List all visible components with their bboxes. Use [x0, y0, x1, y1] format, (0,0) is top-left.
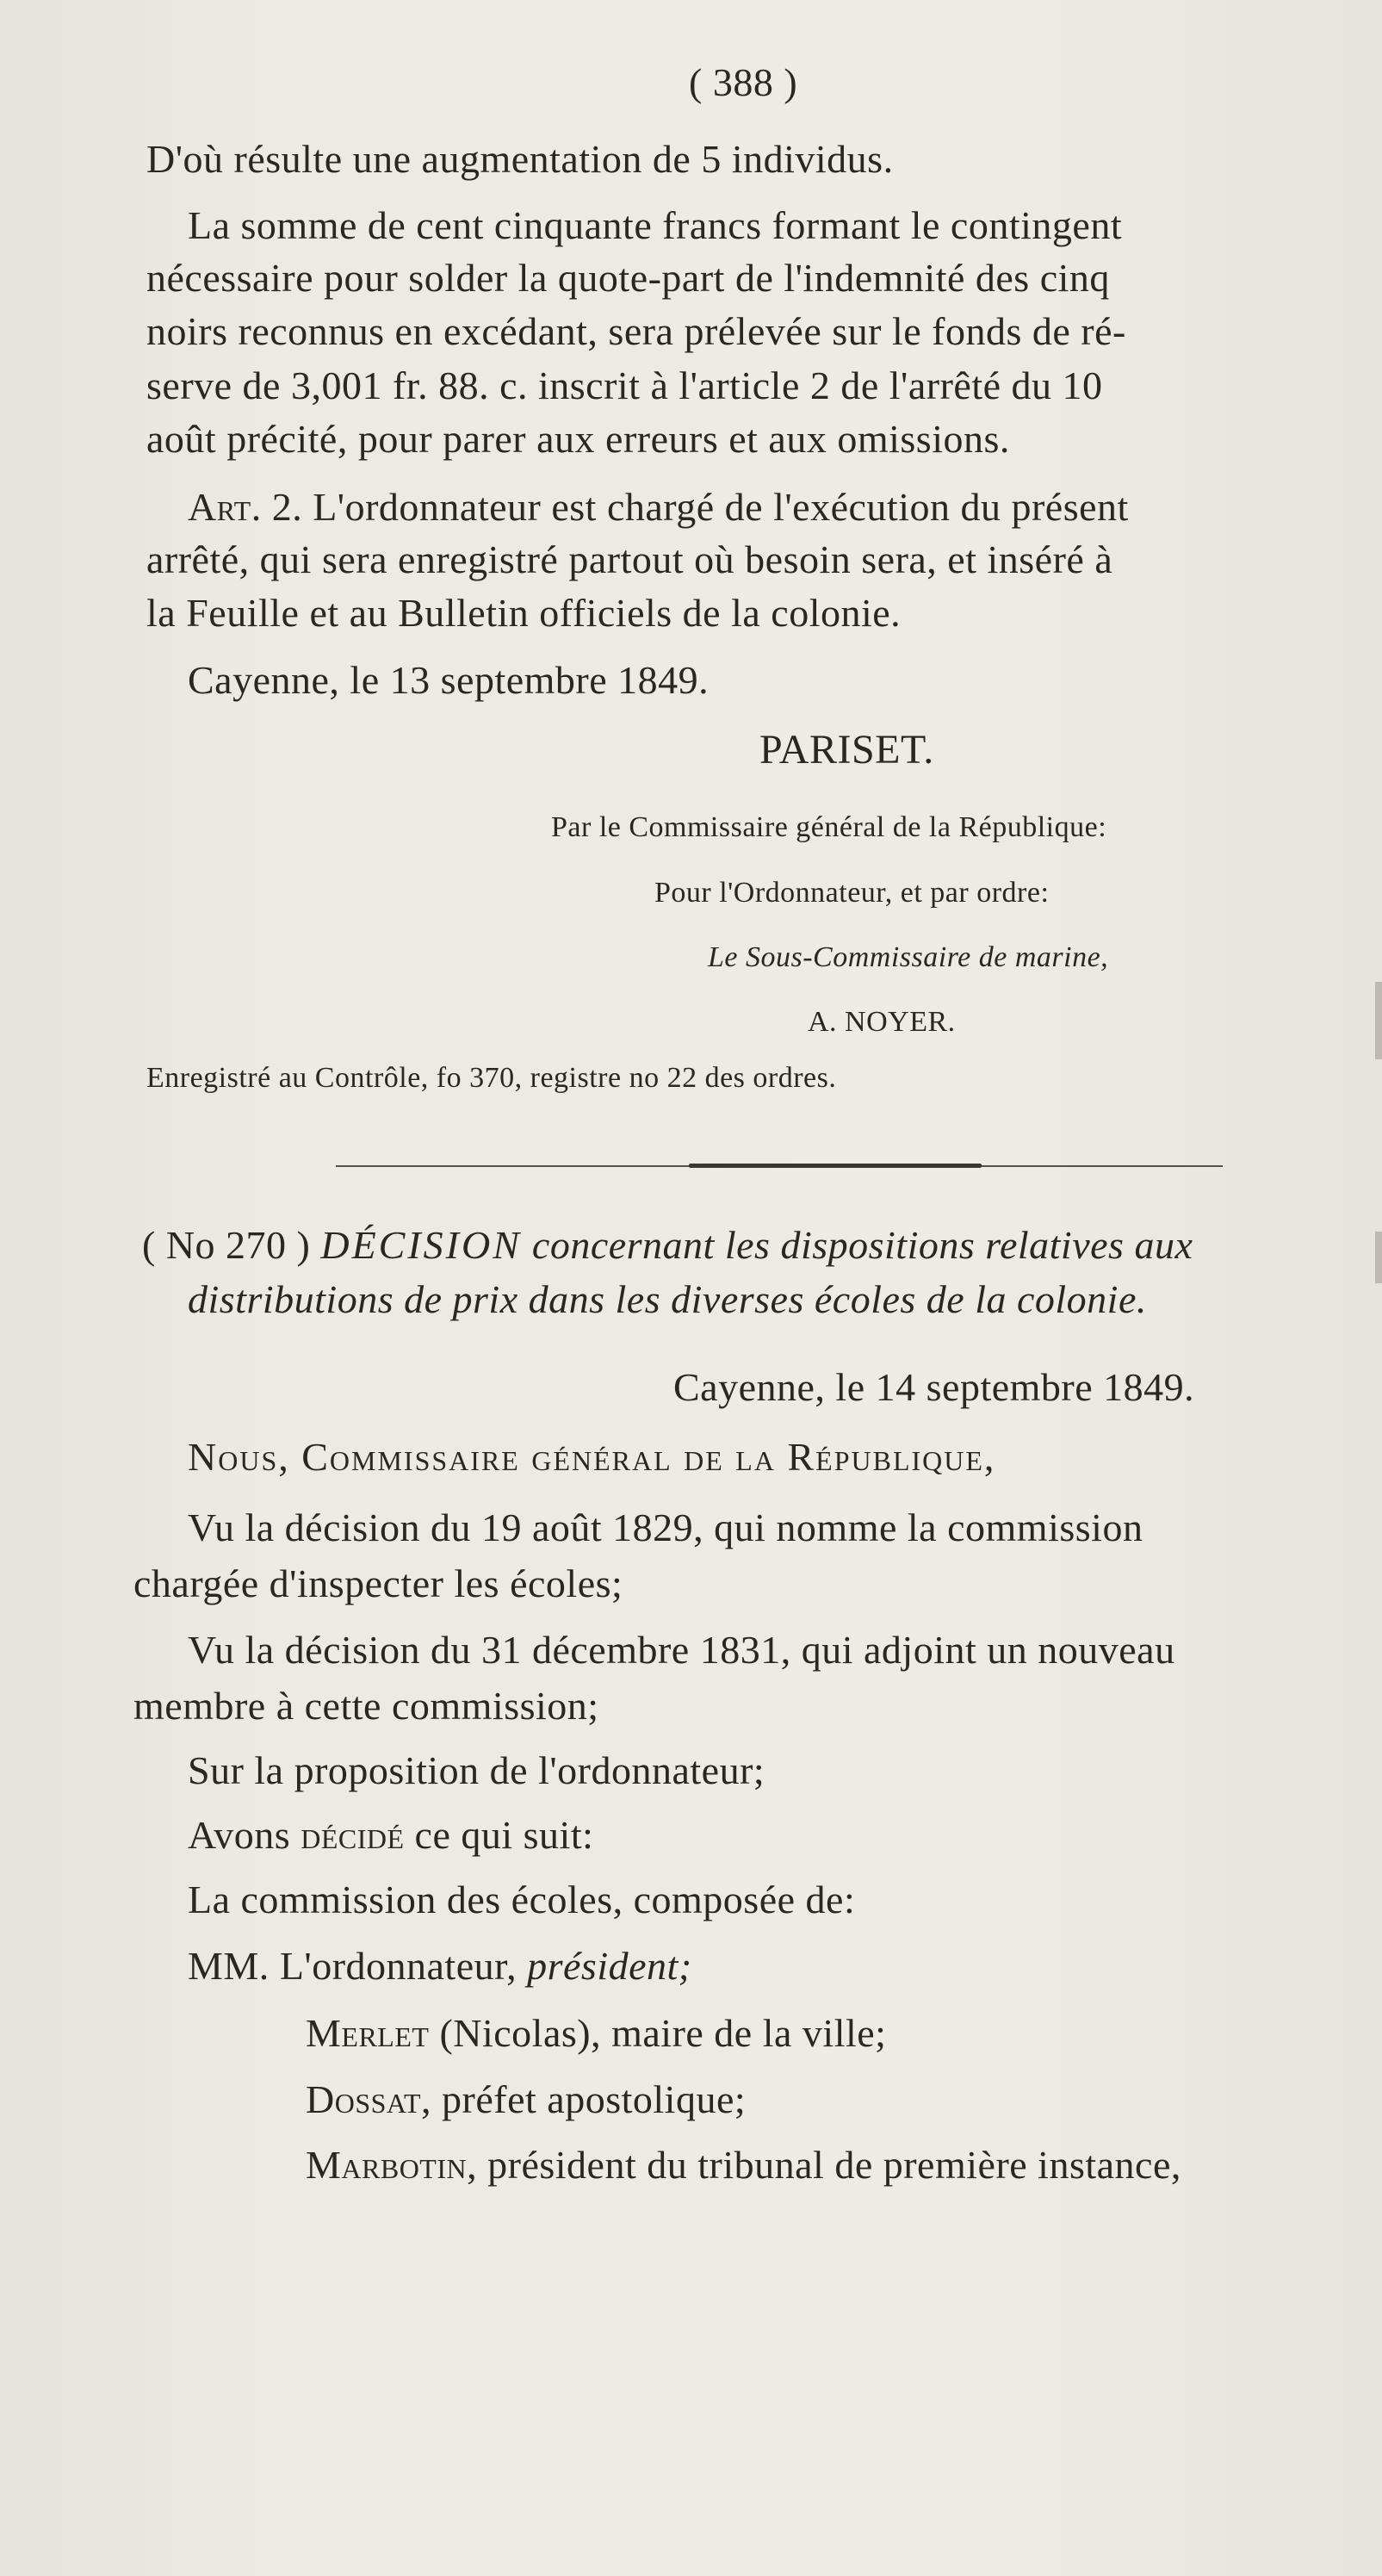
decision-title: concernant les dispositions relatives aux: [531, 1223, 1193, 1267]
decision-title-line: [142, 1221, 1193, 1269]
text-line: serve de 3,001 fr. 88. c. inscrit à l'article 2 de l'arrêté du 10: [146, 363, 1103, 407]
signature-name: PARISET.: [759, 727, 934, 773]
registry-note: Enregistré au Contrôle, fo 370, registre no 22 des ordres.: [146, 1062, 837, 1094]
article-line: [188, 483, 1129, 531]
member-name: Dossat,: [306, 2077, 432, 2121]
place-date: Cayenne, le 13 septembre 1849.: [188, 658, 710, 702]
member-line: [306, 2076, 746, 2124]
text-line: arrêté, qui sera enregistré partout où besoin sera, et inséré à: [146, 537, 1113, 581]
signature-line: Le Sous-Commissaire de marine,: [708, 941, 1109, 973]
member-detail: préfet apostolique;: [442, 2077, 747, 2121]
text-line: La commission des écoles, composée de:: [188, 1878, 856, 1921]
text-line: noirs reconnus en excédant, sera prélevée sur le fonds de ré-: [146, 309, 1126, 353]
article-text: L'ordonnateur est chargé de l'exécution du présent: [313, 485, 1129, 529]
member-name: L'ordonnateur,: [279, 1944, 517, 1988]
text-line: chargée d'inspecter les écoles;: [133, 1561, 623, 1605]
mm-prefix: MM.: [188, 1944, 270, 1988]
article-label: Art. 2.: [188, 485, 303, 529]
decision-number: ( No 270 ): [142, 1223, 311, 1267]
text-line: nécessaire pour solder la quote-part de l'indemnité des cinq: [146, 256, 1110, 300]
text-line: La somme de cent cinquante francs formant le contingent: [188, 203, 1123, 247]
decision-date: Cayenne, le 14 septembre 1849.: [673, 1365, 1195, 1409]
text-line: membre à cette commission;: [133, 1684, 599, 1728]
page-edge-shadow: [1375, 982, 1382, 1059]
member-line: [306, 2009, 886, 2058]
page-number: ( 388 ): [689, 60, 798, 104]
member-line: [188, 1942, 692, 1990]
decision-title: distributions de prix dans les diverses écoles de la colonie.: [188, 1277, 1147, 1321]
member-name: Marbotin,: [306, 2143, 478, 2187]
avons-word: Avons: [188, 1813, 291, 1857]
text-line: Sur la proposition de l'ordonnateur;: [188, 1748, 765, 1792]
signature-line: Pour l'Ordonnateur, et par ordre:: [654, 877, 1050, 909]
text-line: août précité, pour parer aux erreurs et aux omissions.: [146, 417, 1010, 461]
member-role: président;: [527, 1944, 692, 1988]
member-detail: président du tribunal de première instance,: [487, 2143, 1181, 2187]
avons-decide: décidé: [301, 1813, 405, 1857]
member-line: [306, 2141, 1181, 2189]
section-divider-center: [689, 1164, 982, 1168]
decision-title-caps: DÉCISION: [320, 1223, 522, 1267]
signature-line: A. NOYER.: [808, 1006, 956, 1038]
avons-line: [188, 1811, 593, 1859]
text-line: Vu la décision du 31 décembre 1831, qui adjoint un nouveau: [188, 1628, 1175, 1672]
page-edge-shadow: [1375, 1232, 1382, 1283]
decision-preamble: Nous, Commissaire général de la République,: [188, 1435, 996, 1479]
signature-line: Par le Commissaire général de la République:: [551, 811, 1107, 843]
member-detail: (Nicolas), maire de la ville;: [439, 2011, 887, 2055]
text-line: D'où résulte une augmentation de 5 individus.: [146, 137, 894, 181]
member-name: Merlet: [306, 2011, 430, 2055]
text-line: Vu la décision du 19 août 1829, qui nomme la commission: [188, 1505, 1143, 1549]
text-line: la Feuille et au Bulletin officiels de la colonie.: [146, 591, 902, 635]
avons-rest: ce qui suit:: [414, 1813, 594, 1857]
